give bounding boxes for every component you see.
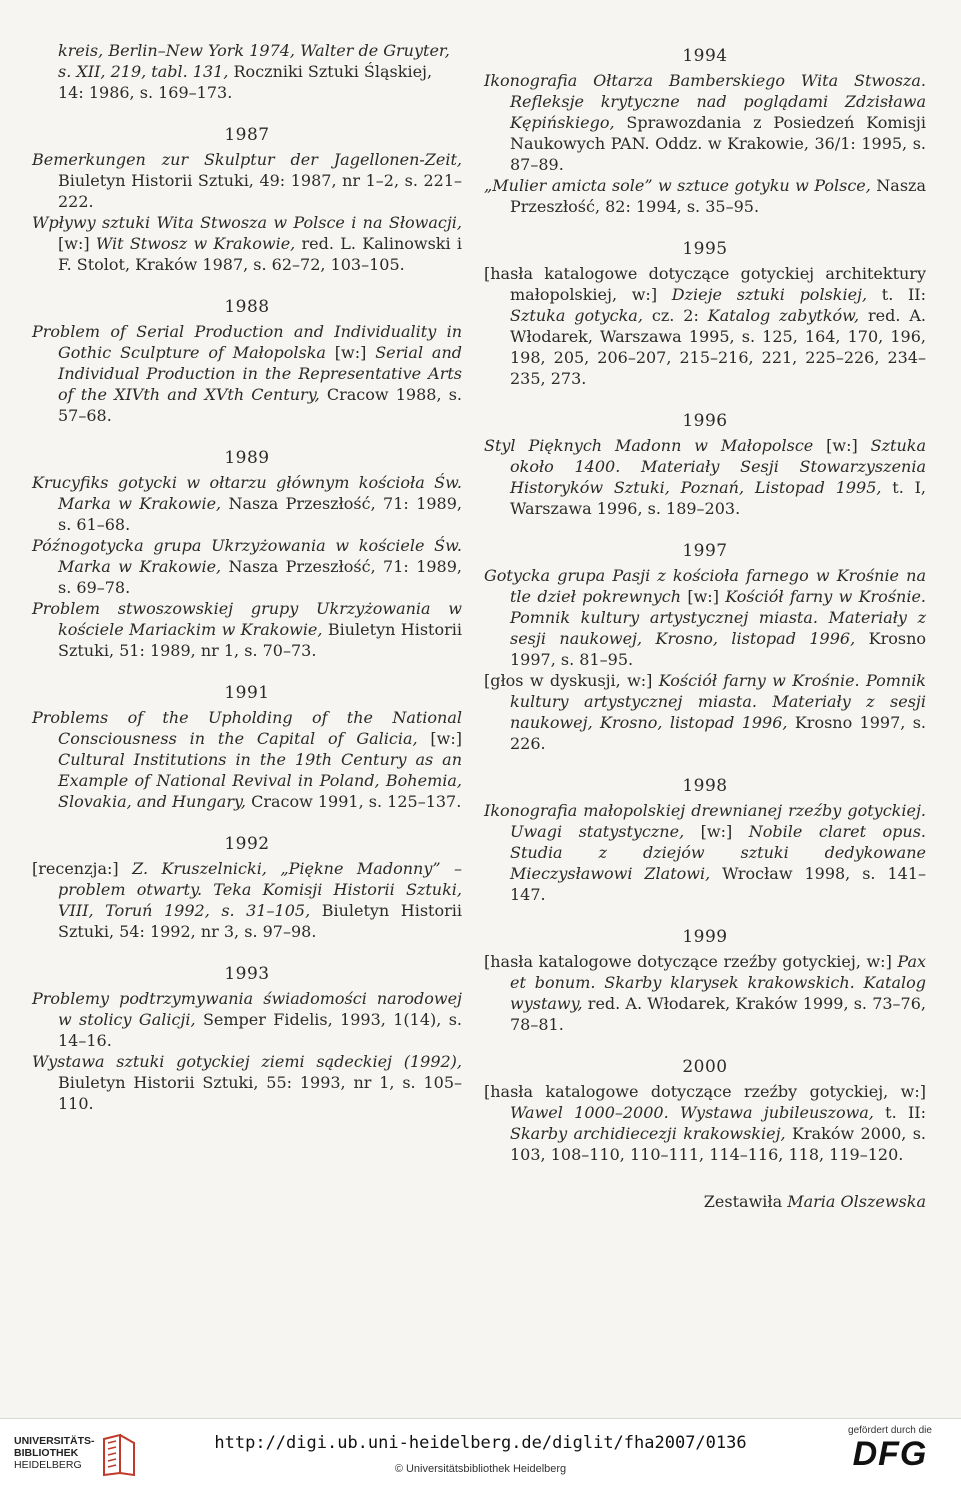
bibliography-entry (484, 951, 926, 1035)
entry-details: red. L. Kalinowski i F. Stolot, Kraków 1987, s. 62–72, 103–105. (58, 234, 463, 274)
entry-details: Nasza Przeszłość, 71: 1989, s. 61–68. (58, 494, 462, 534)
entry-title: Z. Kruszelnicki, „Piękne Madonny” – problem otwarty. Teka Komisji Historii Sztuki, VIII, Toruń 1992, s. 31–105, (58, 859, 462, 920)
entry-title: Wawel 1000–2000. Wystawa jubileuszowa, (510, 1103, 874, 1122)
entry-connector: [w:] (417, 729, 463, 748)
bibliography-entry (484, 175, 926, 217)
bibliography-entry (484, 70, 926, 175)
year-heading: 1987 (224, 125, 270, 145)
entry-connector: [w:] (681, 587, 726, 606)
bibliography-entry (484, 800, 926, 905)
year-heading: 1995 (682, 239, 728, 259)
entry-title: Ikonografia małopolskiej drewnianej rzeźby gotyckiej. Uwagi statystyczne, (484, 801, 926, 841)
entry-title: Ikonografia Ołtarza Bamberskiego Wita Stwosza. Refleksje krytyczne nad poglądami Zdzisława Kępińskiego, (484, 71, 926, 132)
entry-details: Biuletyn Historii Sztuki, 55: 1993, nr 1, s. 105–110. (58, 1073, 462, 1113)
entry-details: Biuletyn Historii Sztuki, 49: 1987, nr 1–2, s. 221–222. (58, 171, 462, 211)
bibliography-entry (32, 212, 462, 275)
entry-details: red. A. Włodarek, Warszawa 1995, s. 125, 164, 170, 196, 198, 205, 206–207, 215–216, 221, 225–226, 234–235, 273. (510, 306, 926, 388)
entry-prefix: [recenzja:] (32, 859, 133, 878)
bibliography-entry (484, 435, 926, 519)
entry-details: Kraków 2000, s. 103, 108–110, 110–111, 114–116, 118, 119–120. (510, 1124, 926, 1164)
bibliography-entry (32, 1051, 462, 1114)
entry-details: Wrocław 1998, s. 141–147. (510, 864, 927, 904)
bibliography-entry (32, 321, 462, 426)
entry-details: Cracow 1991, s. 125–137. (245, 792, 462, 811)
year-heading: 1997 (682, 541, 728, 561)
bibliography-entry (32, 472, 462, 535)
digitization-footer (0, 1418, 961, 1487)
entry-title: Wpływy sztuki Wita Stwosza w Polsce i na Słowacji, (32, 213, 462, 232)
entry-details: Roczniki Sztuki Śląskiej, 14: 1986, s. 169–173. (58, 62, 433, 102)
funder-logo[interactable] (835, 1425, 945, 1472)
signature-label: Zestawiła (703, 1192, 783, 1211)
entry-source: Cultural Institutions in the 19th Century as an Example of National Revival in Poland, Bohemia, Slovakia, and Hungary, (58, 750, 462, 811)
entry-title: Późnogotycka grupa Ukrzyżowania w kościele Św. Marka w Krakowie, (32, 536, 462, 576)
entry-connector: [w:] (58, 234, 96, 253)
entry-details: Nasza Przeszłość, 82: 1994, s. 35–95. (510, 176, 926, 216)
entry-details: Biuletyn Historii Sztuki, 54: 1992, nr 3, s. 97–98. (58, 901, 462, 941)
entry-connector: [w:] (325, 343, 376, 362)
entry-details: Krosno 1997, s. 81–95. (510, 629, 926, 669)
entry-prefix: [hasła katalogowe dotyczące rzeźby gotyckiej, w:] (484, 1082, 926, 1101)
entry-prefix: [hasła katalogowe dotyczące rzeźby gotyckiej, w:] (484, 952, 898, 971)
bibliography-entry (32, 40, 462, 103)
bibliography-entry (32, 535, 462, 598)
entry-source: Sztuka gotycka, (510, 306, 643, 325)
year-heading: 1988 (224, 297, 270, 317)
entry-title: Bemerkungen zur Skulptur der Jagellonen-Zeit, (32, 150, 462, 169)
entry-details: Cracow 1988, s. 57–68. (58, 385, 462, 425)
library-line-2: BIBLIOTHEK (14, 1447, 79, 1459)
library-line-1: UNIVERSITÄTS- (14, 1435, 95, 1447)
year-heading: 1998 (682, 776, 728, 796)
copyright-notice: © Universitätsbibliothek Heidelberg (394, 1463, 567, 1475)
entry-source: Katalog zabytków, (707, 306, 860, 325)
compiler-signature (484, 1191, 926, 1212)
entry-connector: [w:] (813, 436, 871, 455)
funder-label: gefördert durch die (848, 1425, 932, 1436)
year-heading: 2000 (682, 1057, 728, 1077)
year-heading: 1996 (682, 411, 728, 431)
permalink-url[interactable]: http://digi.ub.uni-heidelberg.de/diglit/fha2007/0136 (214, 1433, 747, 1453)
entry-source: Wit Stwosz w Krakowie, (95, 234, 296, 253)
entry-source: Kościół farny w Krośnie. Pomnik kultury artystycznej miasta. Materiały z sesji naukowej, Krosno, listopad 1996, (510, 587, 926, 648)
entry-source: Skarby archidiecezji krakowskiej, (510, 1124, 786, 1143)
bibliography-entry (32, 858, 462, 942)
entry-connector: t. II: (873, 1103, 927, 1122)
entry-prefix: [głos w dyskusji, w:] (484, 671, 659, 690)
bibliography-entry (484, 670, 926, 754)
year-heading: 1992 (224, 834, 270, 854)
entry-connector: t. II: (867, 285, 927, 304)
bibliography-entry (484, 565, 926, 670)
bibliography-entry (484, 1081, 926, 1165)
bibliography-entry (484, 263, 926, 389)
entry-title: Wystawa sztuki gotyckiej ziemi sądeckiej (1992), (32, 1052, 462, 1071)
entry-title: Dzieje sztuki polskiej, (671, 285, 868, 304)
year-heading: 1989 (224, 448, 270, 468)
bibliography-entry (32, 707, 462, 812)
year-heading: 1999 (682, 927, 728, 947)
library-line-3: HEIDELBERG (14, 1459, 82, 1471)
entry-title: Problems of the Upholding of the National Consciousness in the Capital of Galicia, (32, 708, 462, 748)
right-column (484, 40, 926, 1212)
signature-name: Maria Olszewska (787, 1192, 926, 1211)
entry-title: „Mulier amicta sole” w sztuce gotyku w Polsce, (484, 176, 871, 195)
entry-title: Problemy podtrzymywania świadomości narodowej w stolicy Galicji, (32, 989, 462, 1029)
entry-title: Problem stwoszowskiej grupy Ukrzyżowania w kościele Mariackim w Krakowie, (32, 599, 462, 639)
entry-details: red. A. Włodarek, Kraków 1999, s. 73–76, 78–81. (510, 994, 926, 1034)
entry-title: Problem of Serial Production and Individuality in Gothic Sculpture of Małopolska (32, 322, 462, 362)
left-column (32, 40, 462, 1114)
entry-connector: [w:] (684, 822, 749, 841)
entry-connector: cz. 2: (642, 306, 708, 325)
entry-prefix: [hasła katalogowe dotyczące gotyckiej architektury małopolskiej, w:] (484, 264, 926, 304)
entry-source: Serial and Individual Production in the Representative Arts of the XIVth and XVth Century, (58, 343, 462, 404)
entry-title: Pax et bonum. Skarby klarysek krakowskich. Katalog wystawy, (510, 952, 926, 1013)
dfg-logo-text: DFG (852, 1435, 928, 1473)
bibliography-entry (32, 598, 462, 661)
entry-details: Nasza Przeszłość, 71: 1989, s. 69–78. (58, 557, 462, 597)
entry-details: Sprawozdania z Posiedzeń Komisji Naukowych PAN. Oddz. w Krakowie, 36/1: 1995, s. 87–89. (510, 113, 926, 174)
entry-title: kreis, Berlin–New York 1974, Walter de Gruyter, s. XII, 219, tabl. 131, (58, 41, 450, 81)
bibliography-entry (32, 988, 462, 1051)
entry-source: Sztuka około 1400. Materiały Sesji Stowarzyszenia Historyków Sztuki, Poznań, Listopad 1995, (510, 436, 926, 497)
year-heading: 1991 (224, 683, 270, 703)
entry-details: Krosno 1997, s. 226. (510, 713, 926, 753)
entry-title: Krucyfiks gotycki w ołtarzu głównym kościoła Św. Marka w Krakowie, (32, 473, 462, 513)
entry-title: Styl Pięknych Madonn w Małopolsce (484, 436, 814, 455)
bibliography-entry (32, 149, 462, 212)
entry-details: Semper Fidelis, 1993, 1(14), s. 14–16. (58, 1010, 462, 1050)
entry-details: t. I, Warszawa 1996, s. 189–203. (510, 478, 926, 518)
year-heading: 1994 (682, 46, 728, 66)
year-heading: 1993 (224, 964, 270, 984)
entry-details: Biuletyn Historii Sztuki, 51: 1989, nr 1, s. 70–73. (58, 620, 463, 660)
entry-title: Gotycka grupa Pasji z kościoła farnego w Krośnie na tle dzieł pokrewnych (484, 566, 926, 606)
entry-title: Kościół farny w Krośnie. Pomnik kultury artystycznej miasta. Materiały z sesji naukowej, Krosno, listopad 1996, (510, 671, 926, 732)
entry-source: Nobile claret opus. Studia z dziejów sztuki dedykowane Mieczysławowi Zlatowi, (510, 822, 926, 883)
